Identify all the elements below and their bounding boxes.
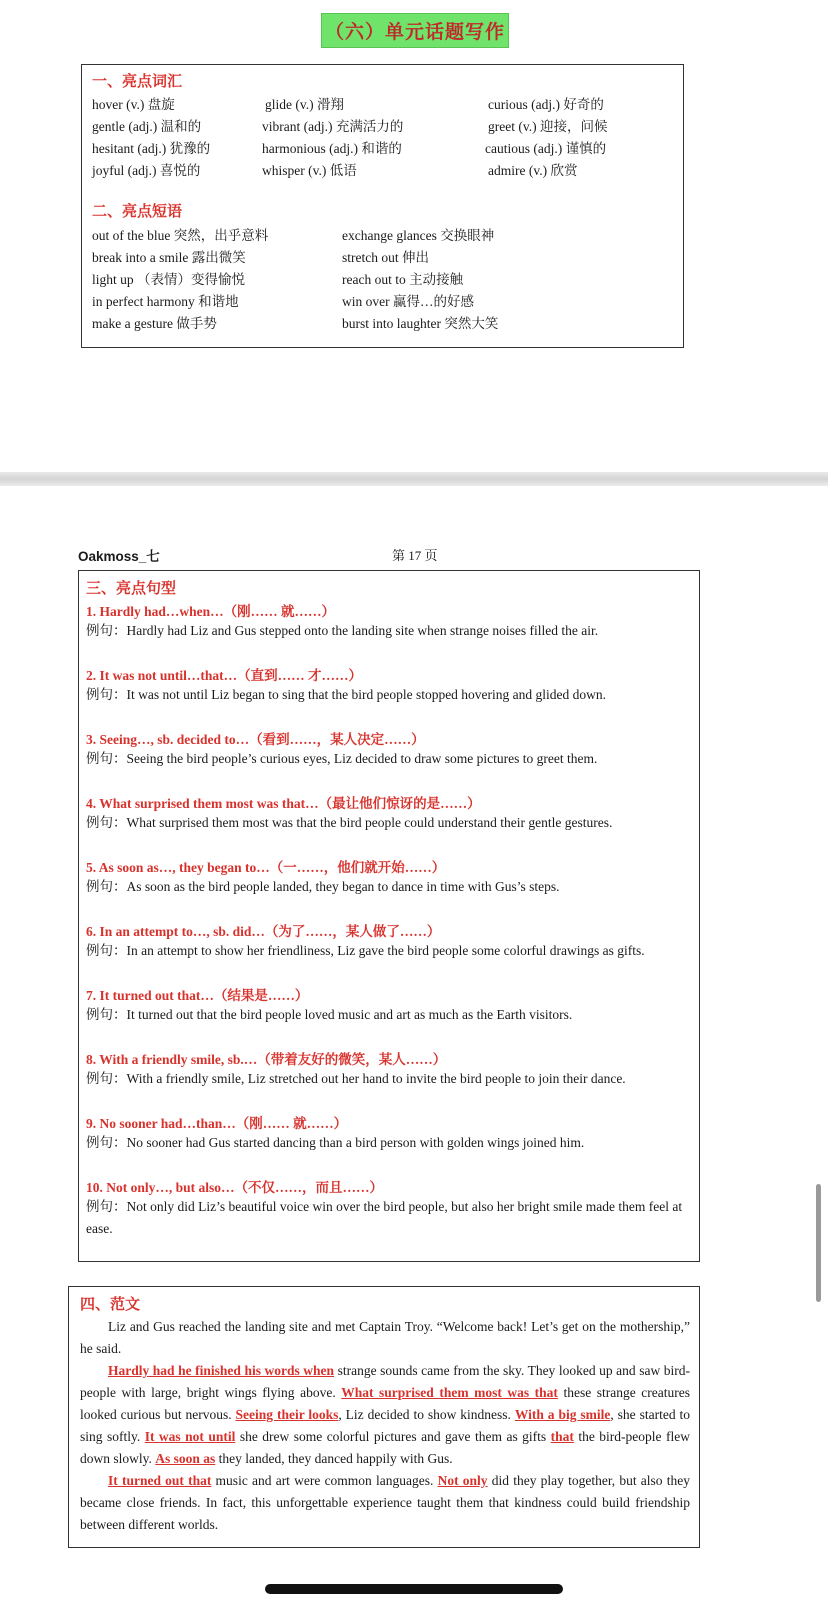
essay-text: , Liz decided to show kindness. [338, 1407, 515, 1422]
essay-paragraph-2 [80, 1360, 690, 1470]
vocab-item: glide (v.) 滑翔 [265, 97, 344, 112]
vocab-item: greet (v.) 迎接，问候 [488, 119, 608, 134]
example-text: As soon as the bird people landed, they began to dance in time with Gus’s steps. [126, 879, 560, 894]
scrollbar[interactable] [816, 1184, 821, 1302]
sentence-pattern: 7. It turned out that…（结果是……） [86, 988, 309, 1003]
highlighted-phrase: that [550, 1429, 574, 1444]
home-indicator[interactable] [265, 1584, 563, 1594]
example-text: It turned out that the bird people loved music and art as much as the Earth visitors. [126, 1007, 573, 1022]
page-1 [0, 0, 828, 472]
essay-text: music and art were common languages. [211, 1473, 438, 1488]
vocab-item: curious (adj.) 好奇的 [488, 97, 604, 112]
highlighted-phrase: What surprised them most was that [341, 1385, 558, 1400]
example-sentence [86, 684, 696, 706]
phrase-item: make a gesture 做手势 [92, 316, 217, 331]
essay-text: they landed, they danced happily with Gus. [215, 1451, 453, 1466]
example-label: 例句： [86, 1199, 127, 1214]
example-text: With a friendly smile, Liz stretched out her hand to invite the bird people to join their dance. [126, 1071, 626, 1086]
vocab-item: admire (v.) 欣赏 [488, 163, 578, 178]
phrase-item: light up （表情）变得愉悦 [92, 272, 246, 287]
essay-heading: 四、范文 [80, 1297, 141, 1313]
example-label: 例句： [86, 1007, 127, 1022]
essay-text: , she started to sing softly. [80, 1407, 690, 1444]
highlighted-phrase: Seeing their looks [235, 1407, 339, 1422]
example-label: 例句： [86, 623, 127, 638]
page-separator [0, 472, 828, 486]
essay-text: did they play together, but also they became close friends. In fact, this unforgettable experience taught them that kindness could build friendship between different worlds. [80, 1473, 690, 1532]
vocab-item: whisper (v.) 低语 [262, 163, 357, 178]
sentence-pattern: 1. Hardly had…when…（刚…… 就……） [86, 604, 336, 619]
example-label: 例句： [86, 751, 127, 766]
essay-text: these strange creatures looked curious but nervous. [80, 1385, 690, 1422]
phrase-item: win over 赢得…的好感 [342, 294, 474, 309]
essay-paragraph-1: Liz and Gus reached the landing site and met Captain Troy. “Welcome back! Let’s get on the mothership,” he said. [80, 1319, 690, 1356]
essay-text: the bird-people flew down slowly. [80, 1429, 690, 1466]
vocab-item: hesitant (adj.) 犹豫的 [92, 141, 211, 156]
author-label: Oakmoss_七 [78, 549, 160, 564]
example-text: No sooner had Gus started dancing than a bird person with golden wings joined him. [126, 1135, 585, 1150]
phrase-item: exchange glances 交换眼神 [342, 228, 495, 243]
example-label: 例句： [86, 943, 127, 958]
essay-paragraph-3 [80, 1470, 690, 1536]
vocab-item: joyful (adj.) 喜悦的 [92, 163, 201, 178]
phrase-item: burst into laughter 突然大笑 [342, 316, 499, 331]
vocab-item: cautious (adj.) 谨慎的 [485, 141, 607, 156]
example-sentence [86, 1132, 696, 1154]
sentence-pattern: 8. With a friendly smile, sb.…（带着友好的微笑，某人……） [86, 1052, 447, 1067]
example-label: 例句： [86, 815, 127, 830]
highlighted-phrase: As soon as [155, 1451, 216, 1466]
example-sentence [86, 812, 696, 834]
vocab-heading: 一、亮点词汇 [92, 74, 183, 90]
vocab-item: hover (v.) 盘旋 [92, 97, 175, 112]
example-text: It was not until Liz began to sing that the bird people stopped hovering and glided down. [126, 687, 607, 702]
phrase-item: stretch out 伸出 [342, 250, 429, 265]
essay-text: strange sounds came from the sky. They looked up and saw bird-people with large, bright wings flying above. [80, 1363, 690, 1400]
example-label: 例句： [86, 879, 127, 894]
example-sentence [86, 876, 696, 898]
example-sentence [86, 620, 696, 642]
essay-text: she drew some colorful pictures and gave them as gifts [235, 1429, 551, 1444]
sentences-heading: 三、亮点句型 [86, 581, 177, 597]
page-number: 第 17 页 [392, 548, 438, 563]
highlighted-phrase: It was not until [144, 1429, 236, 1444]
sentence-pattern: 4. What surprised them most was that…（最让他们惊讶的是……） [86, 796, 481, 811]
vocab-item: vibrant (adj.) 充满活力的 [262, 119, 404, 134]
example-label: 例句： [86, 1071, 127, 1086]
example-label: 例句： [86, 687, 127, 702]
example-text: Not only did Liz’s beautiful voice win over the bird people, but also her bright smile made them feel at ease. [86, 1199, 683, 1236]
example-text: In an attempt to show her friendliness, Liz gave the bird people some colorful drawings as gifts. [126, 943, 645, 958]
sentence-pattern: 3. Seeing…, sb. decided to…（看到……，某人决定……） [86, 732, 425, 747]
sentence-pattern: 5. As soon as…, they began to…（一……，他们就开始……） [86, 860, 446, 875]
example-text: Hardly had Liz and Gus stepped onto the landing site when strange noises filled the air. [126, 623, 599, 638]
sentence-pattern: 10. Not only…, but also…（不仅……，而且……） [86, 1180, 384, 1195]
unit-title: （六）单元话题写作 [321, 13, 509, 48]
sentence-pattern: 2. It was not until…that…（直到…… 才……） [86, 668, 363, 683]
example-sentence [86, 748, 696, 770]
example-text: What surprised them most was that the bird people could understand their gentle gestures. [126, 815, 613, 830]
model-essay [80, 1316, 690, 1536]
vocab-item: harmonious (adj.) 和谐的 [262, 141, 402, 156]
highlighted-phrase: With a big smile [514, 1407, 611, 1422]
highlighted-phrase: Not only [437, 1473, 488, 1488]
sentence-pattern: 9. No sooner had…than…（刚…… 就……） [86, 1116, 348, 1131]
highlighted-phrase: Hardly had he finished his words when [108, 1363, 335, 1378]
example-label: 例句： [86, 1135, 127, 1150]
example-sentence [86, 1068, 696, 1090]
phrase-item: reach out to 主动接触 [342, 272, 464, 287]
phrase-item: out of the blue 突然，出乎意料 [92, 228, 269, 243]
example-sentence [86, 1196, 696, 1240]
highlighted-phrase: It turned out that [108, 1473, 212, 1488]
phrases-heading: 二、亮点短语 [92, 204, 183, 220]
vocab-item: gentle (adj.) 温和的 [92, 119, 202, 134]
phrase-item: in perfect harmony 和谐地 [92, 294, 239, 309]
phrase-item: break into a smile 露出微笑 [92, 250, 246, 265]
example-sentence [86, 1004, 696, 1026]
sentence-pattern: 6. In an attempt to…, sb. did…（为了……，某人做了……） [86, 924, 441, 939]
example-text: Seeing the bird people’s curious eyes, Liz decided to draw some pictures to greet them. [126, 751, 598, 766]
example-sentence [86, 940, 696, 962]
